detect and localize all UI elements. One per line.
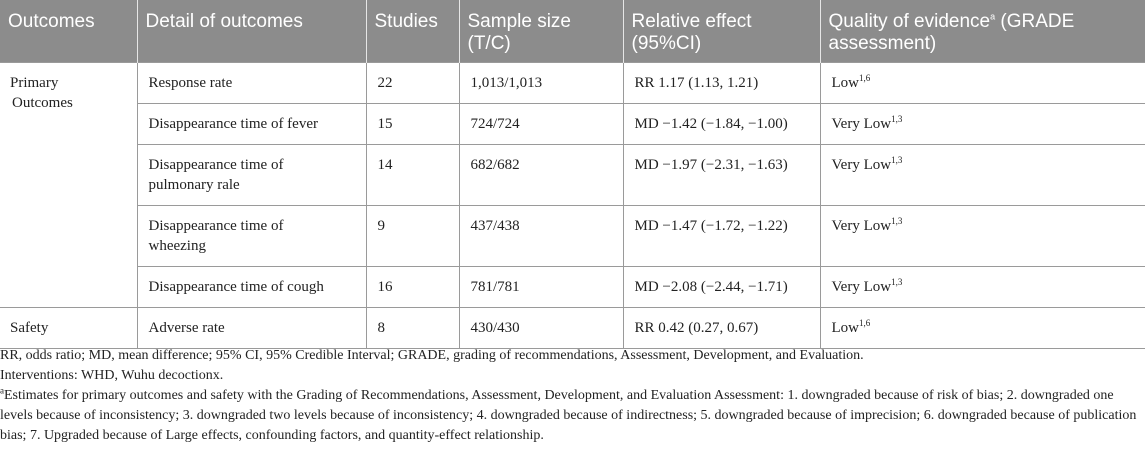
studies-value: 8 [377, 320, 385, 336]
detail-line1: Response rate [148, 75, 233, 91]
footnote-marker: a [0, 385, 4, 396]
detail-line2: wheezing [148, 238, 206, 254]
effect-value: RR 1.17 (1.13, 1.21) [634, 75, 759, 91]
cell-detail [137, 145, 366, 206]
header-sample-line1: Sample size [467, 11, 571, 32]
header-quality-line2: assessment) [828, 33, 937, 54]
effect-value: MD −1.42 (−1.84, −1.00) [634, 116, 788, 132]
sample-value: 437/438 [470, 218, 520, 234]
studies-value: 16 [377, 279, 393, 295]
header-quality-footnote-marker: a [990, 11, 996, 22]
studies-value: 15 [377, 116, 393, 132]
detail-line1: Adverse rate [148, 320, 225, 336]
detail-line1: Disappearance time of cough [148, 279, 324, 295]
header-studies-label: Studies [374, 11, 438, 32]
group-safety [0, 308, 137, 349]
table-row [0, 63, 1145, 104]
quality-value: Very Low [831, 218, 892, 234]
cell-quality [820, 63, 1145, 104]
header-effect-line2: (95%CI) [631, 33, 702, 54]
cell-quality [820, 267, 1145, 308]
header-quality [820, 0, 1145, 63]
cell-studies [366, 104, 459, 145]
header-sample-line2: (T/C) [467, 33, 511, 54]
studies-value: 14 [377, 157, 393, 173]
footnote-abbreviations: RR, odds ratio; MD, mean difference; 95% CI, 95% Credible Interval; GRADE, grading of recommendations, Assessment, Development, and Evaluation. [0, 348, 864, 363]
quality-value: Low [831, 320, 859, 336]
detail-line1: Disappearance time of fever [148, 116, 318, 132]
detail-line1: Disappearance time of [148, 218, 284, 234]
quality-value: Very Low [831, 279, 892, 295]
quality-footnote-refs: 1,6 [859, 73, 871, 83]
cell-detail [137, 308, 366, 349]
cell-studies [366, 206, 459, 267]
cell-studies [366, 308, 459, 349]
sample-value: 724/724 [470, 116, 520, 132]
cell-sample [459, 104, 623, 145]
cell-sample [459, 267, 623, 308]
cell-effect [623, 104, 820, 145]
effect-value: RR 0.42 (0.27, 0.67) [634, 320, 759, 336]
cell-sample [459, 308, 623, 349]
cell-quality [820, 104, 1145, 145]
group-primary-outcomes [0, 63, 137, 308]
table-footnotes [0, 346, 1138, 446]
quality-footnote-refs: 1,3 [891, 114, 903, 124]
cell-detail [137, 63, 366, 104]
header-relative-effect [623, 0, 820, 63]
header-effect-line1: Relative effect [631, 11, 752, 32]
footnote-interventions: Interventions: WHD, Wuhu decoctionx. [0, 368, 224, 383]
cell-quality [820, 145, 1145, 206]
table-row [0, 308, 1145, 349]
header-quality-line1b: (GRADE [995, 11, 1075, 32]
quality-footnote-refs: 1,3 [891, 216, 903, 226]
cell-quality [820, 206, 1145, 267]
cell-sample [459, 63, 623, 104]
cell-sample [459, 206, 623, 267]
table-row [0, 267, 1145, 308]
sample-value: 682/682 [470, 157, 520, 173]
cell-quality [820, 308, 1145, 349]
cell-detail [137, 267, 366, 308]
studies-value: 22 [377, 75, 393, 91]
header-detail-label: Detail of outcomes [145, 11, 303, 32]
footnote-grade-text: Estimates for primary outcomes and safety with the Grading of Recommendations, Assessment, Development, and Evaluation Assessment: 1. downgraded because of risk of bias; 2. downgraded one levels because of inconsistency; 3. downgraded two levels because of inconsistency; 4. downgraded because of indirectness; 5. downgraded because of imprecision; 6. downgraded because of publication bias; 7. Upgraded because of Large effects, confounding factors, and quantity-effect relationship. [0, 388, 1137, 443]
table-row [0, 206, 1145, 267]
quality-footnote-refs: 1,3 [891, 277, 903, 287]
detail-line2: pulmonary rale [148, 177, 240, 193]
effect-value: MD −1.47 (−1.72, −1.22) [634, 218, 788, 234]
effect-value: MD −2.08 (−2.44, −1.71) [634, 279, 788, 295]
group-safety-label: Safety [10, 320, 49, 336]
footnote-grade-note [0, 386, 1138, 446]
detail-line1: Disappearance time of [148, 157, 284, 173]
table-row [0, 145, 1145, 206]
group-primary-line1: Primary [10, 75, 59, 91]
cell-effect [623, 206, 820, 267]
cell-detail [137, 206, 366, 267]
cell-detail [137, 104, 366, 145]
cell-effect [623, 145, 820, 206]
header-quality-line1: Quality of evidence [828, 11, 991, 32]
quality-footnote-refs: 1,3 [891, 155, 903, 165]
header-detail [137, 0, 366, 63]
cell-studies [366, 145, 459, 206]
table-row [0, 104, 1145, 145]
cell-effect [623, 308, 820, 349]
cell-effect [623, 267, 820, 308]
cell-studies [366, 267, 459, 308]
group-primary-line2: Outcomes [12, 95, 73, 111]
sample-value: 430/430 [470, 320, 520, 336]
cell-effect [623, 63, 820, 104]
sample-value: 1,013/1,013 [470, 75, 543, 91]
header-sample-size [459, 0, 623, 63]
sample-value: 781/781 [470, 279, 520, 295]
header-outcomes-label: Outcomes [8, 11, 95, 32]
cell-studies [366, 63, 459, 104]
quality-footnote-refs: 1,6 [859, 318, 871, 328]
studies-value: 9 [377, 218, 385, 234]
header-studies [366, 0, 459, 63]
quality-value: Low [831, 75, 859, 91]
header-outcomes [0, 0, 137, 63]
cell-sample [459, 145, 623, 206]
quality-value: Very Low [831, 157, 892, 173]
table-header-row [0, 0, 1145, 63]
quality-value: Very Low [831, 116, 892, 132]
effect-value: MD −1.97 (−2.31, −1.63) [634, 157, 788, 173]
